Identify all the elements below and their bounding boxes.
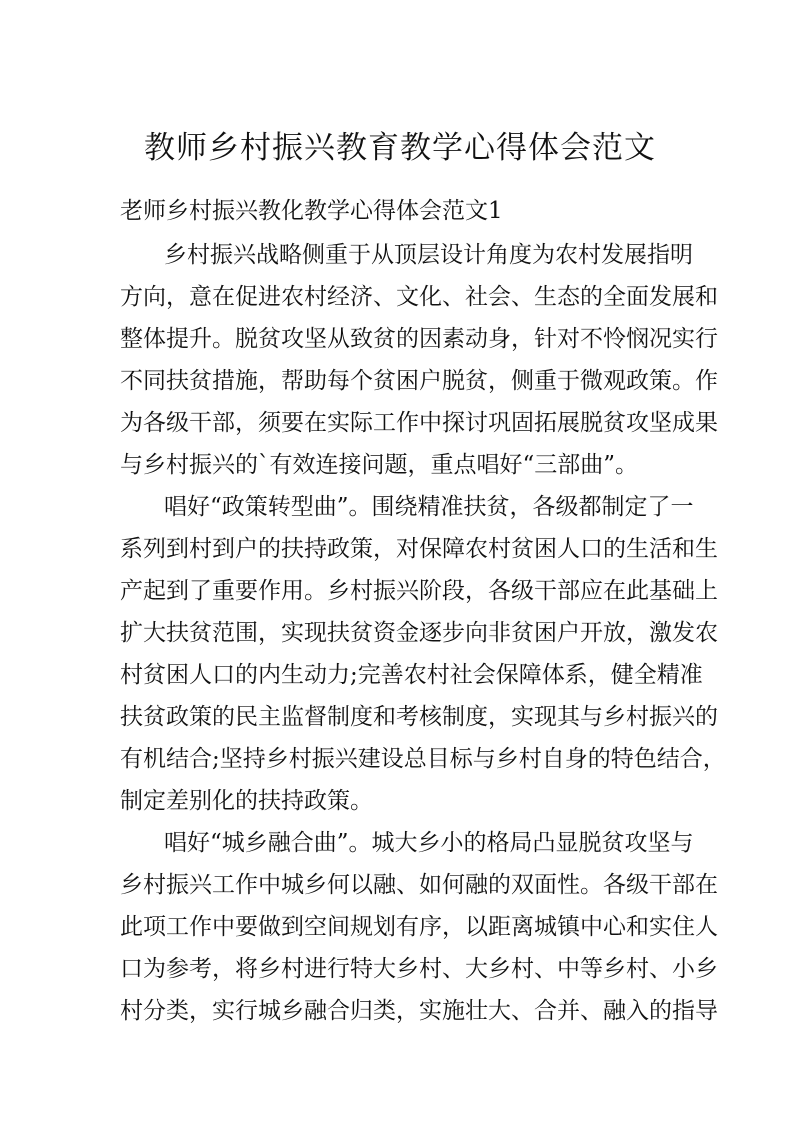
paragraph-line: 乡村振兴战略侧重于从顶层设计角度为农村发展指明	[164, 242, 693, 268]
paragraph-line: 唱好“城乡融合曲”。城大乡小的格局凸显脱贫攻坚与	[164, 830, 694, 856]
paragraph-line: 乡村振兴工作中城乡何以融、如何融的双面性。各级干部在	[120, 872, 718, 898]
paragraph-line: 产起到了重要作用。乡村振兴阶段，各级干部应在此基础上	[120, 578, 718, 604]
paragraph-line: 方向，意在促进农村经济、文化、社会、生态的全面发展和	[120, 284, 718, 310]
paragraph-line: 为各级干部，须要在实际工作中探讨巩固拓展脱贫攻坚成果	[120, 410, 718, 436]
paragraph-line: 此项工作中要做到空间规划有序，以距离城镇中心和实住人	[120, 914, 718, 940]
paragraph-line: 整体提升。脱贫攻坚从致贫的因素动身，针对不怜悯况实行	[120, 326, 718, 352]
paragraph-line: 有机结合;坚持乡村振兴建设总目标与乡村自身的特色结合，	[120, 746, 726, 772]
paragraph-line: 扶贫政策的民主监督制度和考核制度，实现其与乡村振兴的	[120, 704, 718, 730]
paragraph-line: 系列到村到户的扶持政策，对保障农村贫困人口的生活和生	[120, 536, 718, 562]
paragraph-line: 村分类，实行城乡融合归类，实施壮大、合并、融入的指导	[120, 998, 718, 1024]
paragraph-line: 村贫困人口的内生动力;完善农村社会保障体系，健全精准	[120, 662, 703, 688]
paragraph-line: 不同扶贫措施，帮助每个贫困户脱贫，侧重于微观政策。作	[120, 368, 718, 394]
section-heading: 老师乡村振兴教化教学心得体会范文1	[120, 198, 503, 224]
paragraph-line: 扩大扶贫范围，实现扶贫资金逐步向非贫困户开放，激发农	[120, 620, 718, 646]
paragraph-line: 制定差别化的扶持政策。	[120, 788, 373, 814]
paragraph-line: 唱好“政策转型曲”。围绕精准扶贫，各级都制定了一	[164, 494, 694, 520]
document-title: 教师乡村振兴教育教学心得体会范文	[144, 130, 656, 166]
paragraph-line: 与乡村振兴的`有效连接问题，重点唱好“三部曲”。	[120, 452, 639, 478]
paragraph-line: 口为参考，将乡村进行特大乡村、大乡村、中等乡村、小乡	[120, 956, 718, 982]
